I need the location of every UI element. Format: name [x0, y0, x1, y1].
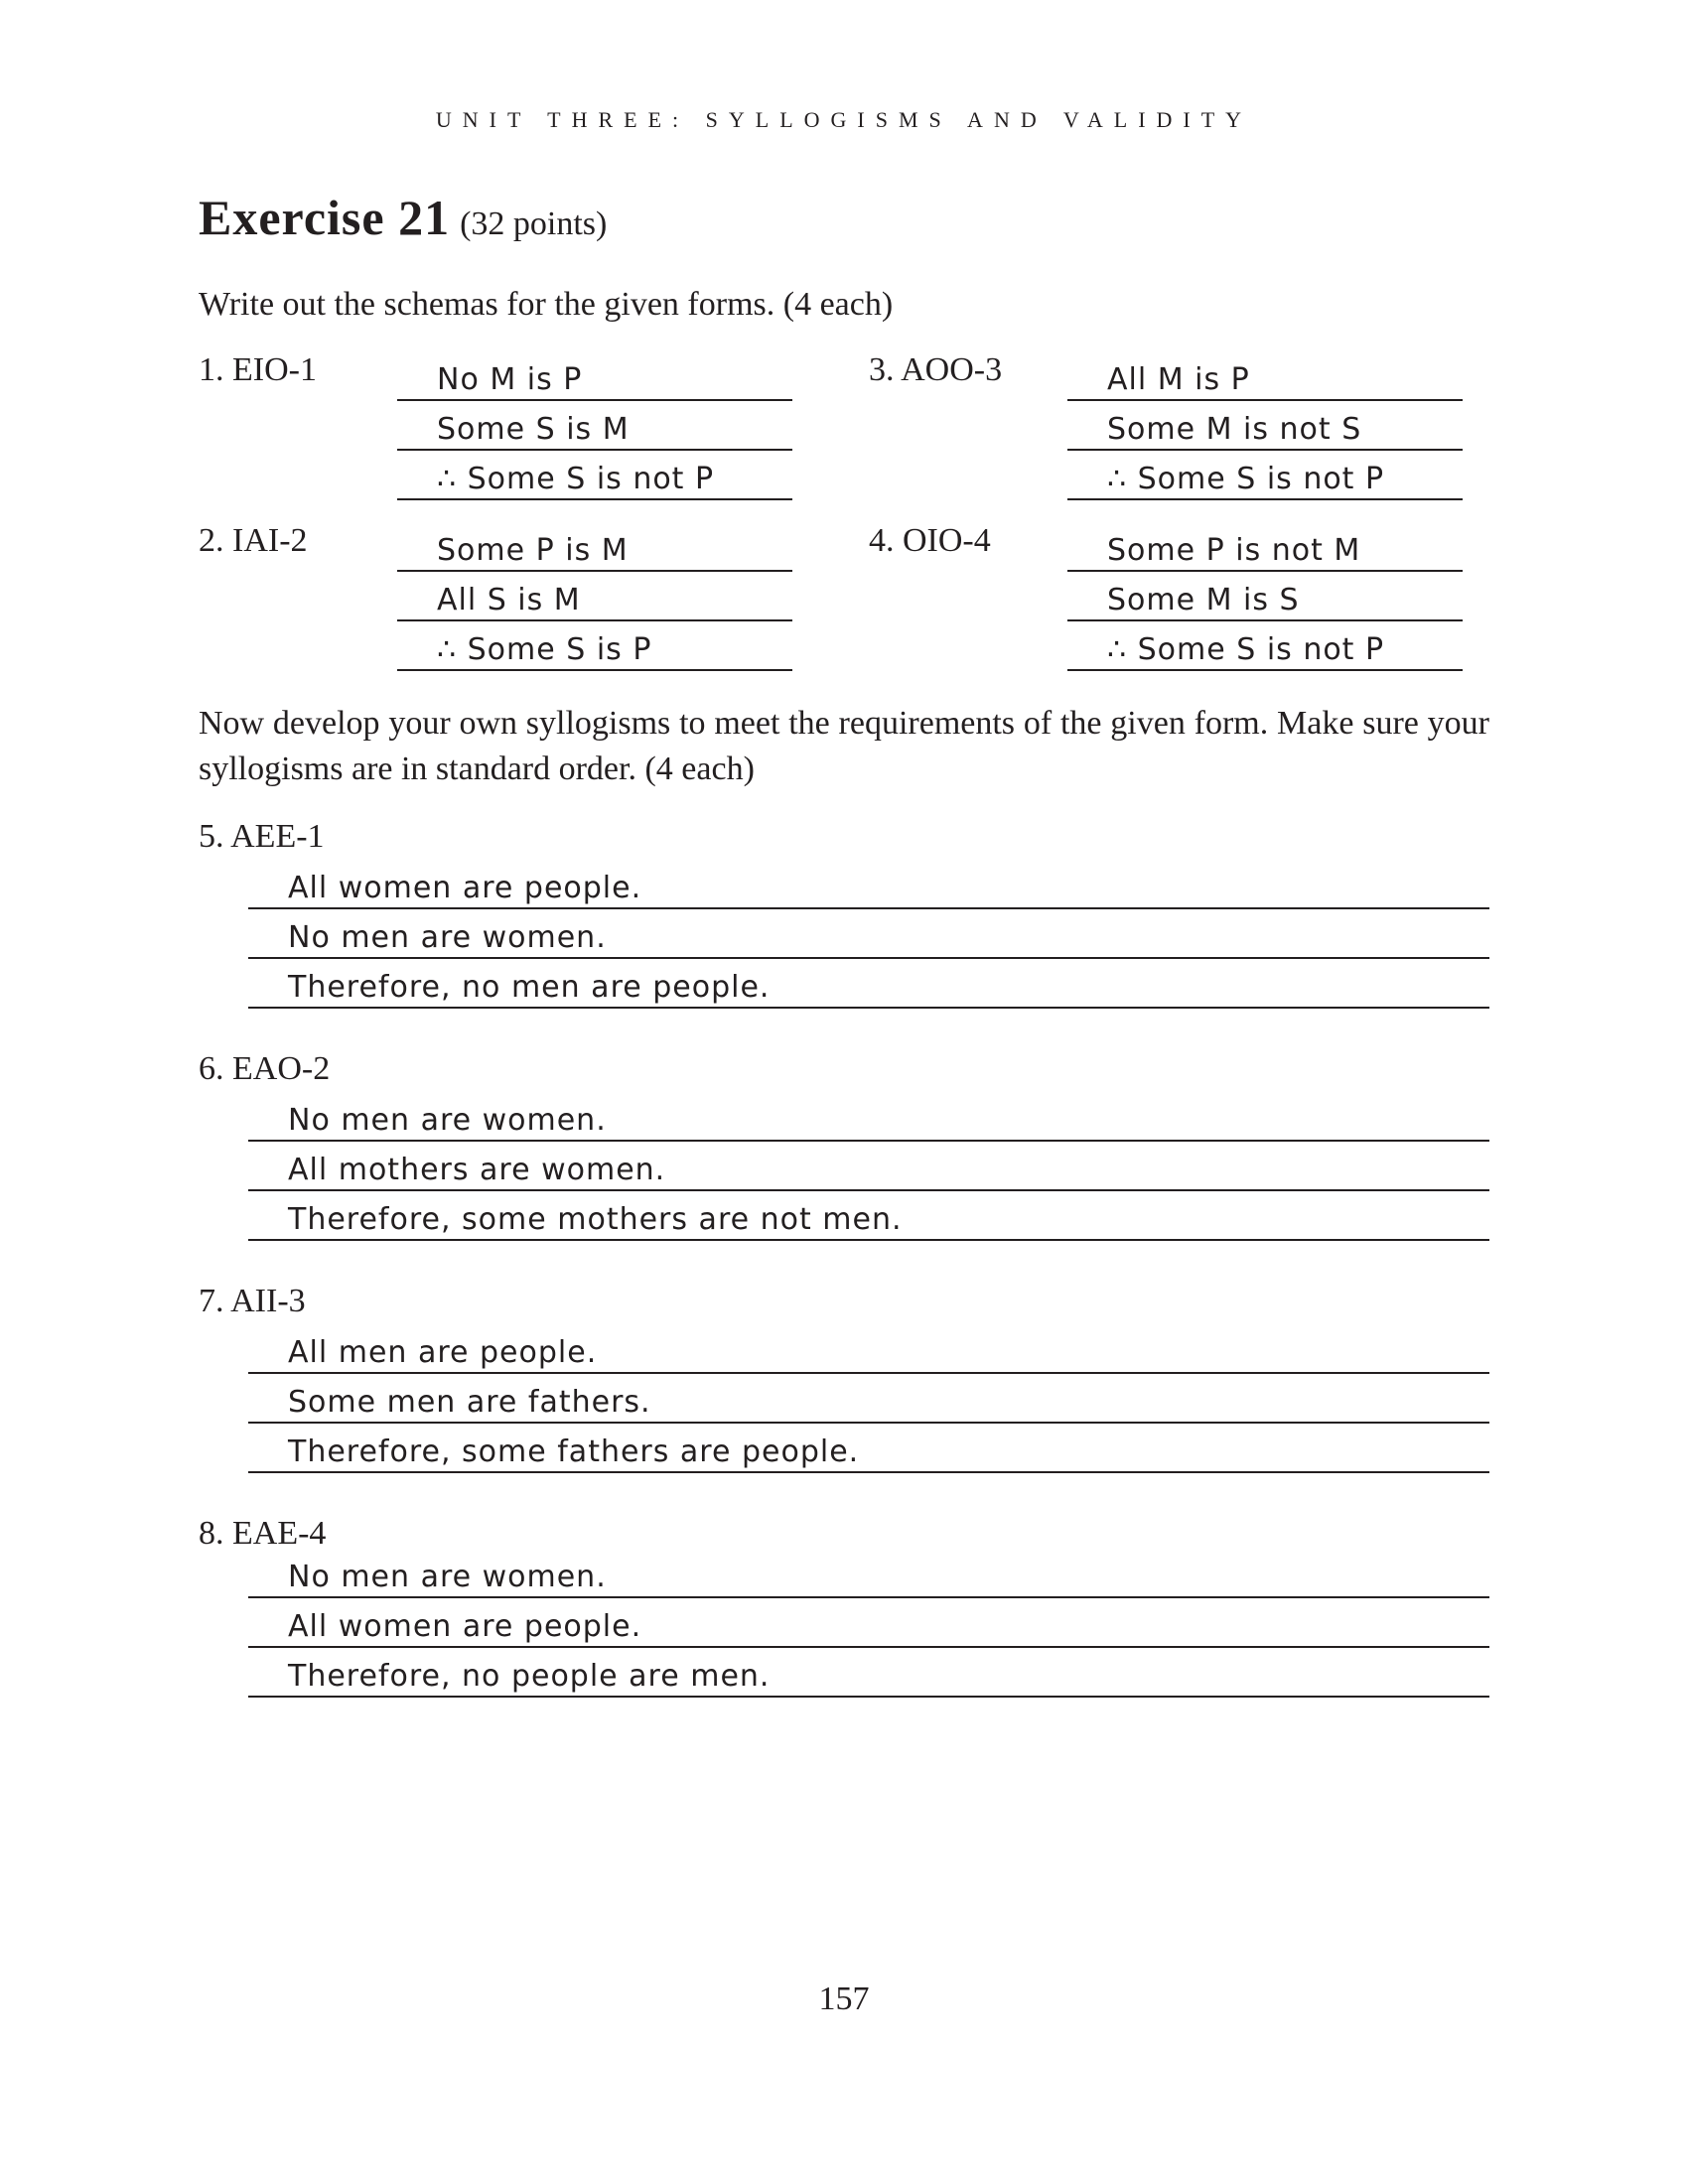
answer-line — [248, 1648, 1489, 1698]
syllogism-item-7 — [199, 1283, 1489, 1473]
answer-text: Therefore, some fathers are people. — [288, 1434, 860, 1469]
answer-text: Some men are fathers. — [288, 1385, 651, 1420]
answer-lines — [248, 1092, 1489, 1241]
answer-lines — [248, 860, 1489, 1009]
syllogism-label: 7. AII-3 — [199, 1283, 306, 1319]
schema-item-2 — [199, 522, 894, 681]
answer-line — [397, 401, 792, 451]
answer-line — [397, 572, 792, 621]
part1-instruction: Write out the schemas for the given forms. (4 each) — [199, 286, 894, 323]
answer-text: All S is M — [437, 583, 581, 617]
syllogism-item-5 — [199, 818, 1489, 1009]
answer-lines — [1067, 351, 1463, 500]
answer-text: All M is P — [1107, 362, 1250, 397]
answer-line — [397, 522, 792, 572]
answer-text: All men are people. — [288, 1335, 598, 1370]
answer-text: Therefore, no men are people. — [288, 970, 771, 1005]
schema-label: 1. EIO-1 — [199, 351, 317, 388]
answer-lines — [248, 1324, 1489, 1473]
answer-line — [1067, 621, 1463, 671]
answer-line — [248, 909, 1489, 959]
answer-line — [1067, 572, 1463, 621]
answer-line — [248, 1324, 1489, 1374]
answer-lines — [248, 1549, 1489, 1698]
syllogism-label: 5. AEE-1 — [199, 818, 325, 855]
answer-text: ∴ Some S is P — [437, 632, 652, 667]
exercise-name: Exercise 21 — [199, 190, 451, 245]
answer-line — [248, 1092, 1489, 1142]
answer-text: No men are women. — [288, 1560, 607, 1594]
answer-line — [248, 1374, 1489, 1424]
answer-line — [248, 860, 1489, 909]
answer-text: ∴ Some S is not P — [437, 462, 715, 496]
answer-text: Some M is S — [1107, 583, 1300, 617]
syllogism-item-6 — [199, 1050, 1489, 1241]
syllogism-label: 6. EAO-2 — [199, 1050, 331, 1087]
schema-label: 4. OIO-4 — [869, 522, 991, 559]
answer-line — [248, 1598, 1489, 1648]
answer-line — [1067, 401, 1463, 451]
answer-line — [397, 621, 792, 671]
syllogism-item-8 — [199, 1515, 1489, 1698]
answer-line — [397, 351, 792, 401]
answer-text: Therefore, some mothers are not men. — [288, 1202, 903, 1237]
answer-text: Some P is M — [437, 533, 629, 568]
exercise-title — [199, 189, 607, 246]
answer-text: ∴ Some S is not P — [1107, 462, 1385, 496]
answer-line — [1067, 522, 1463, 572]
answer-line — [248, 959, 1489, 1009]
syllogism-label: 8. EAE-4 — [199, 1515, 327, 1552]
exercise-points: (32 points) — [460, 205, 608, 242]
answer-line — [1067, 351, 1463, 401]
answer-text: Some S is M — [437, 412, 630, 447]
answer-line — [397, 451, 792, 500]
schema-item-1 — [199, 351, 894, 510]
running-head: UNIT THREE: SYLLOGISMS AND VALIDITY — [435, 107, 1253, 132]
answer-line — [248, 1191, 1489, 1241]
schema-label: 2. IAI-2 — [199, 522, 308, 559]
answer-text: No M is P — [437, 362, 583, 397]
answer-text: All women are people. — [288, 1609, 642, 1644]
part2-instruction: Now develop your own syllogisms to meet the requirements of the given form. Make sure your syllogisms are in standard order. (4 each) — [199, 705, 1489, 787]
answer-lines — [397, 522, 792, 671]
answer-text: Therefore, no people are men. — [288, 1659, 771, 1694]
answer-lines — [1067, 522, 1463, 671]
answer-line — [248, 1142, 1489, 1191]
answer-lines — [397, 351, 792, 500]
answer-line — [248, 1424, 1489, 1473]
answer-text: Some P is not M — [1107, 533, 1361, 568]
answer-text: Some M is not S — [1107, 412, 1362, 447]
answer-text: No men are women. — [288, 1103, 607, 1138]
answer-line — [248, 1549, 1489, 1598]
answer-text: No men are women. — [288, 920, 607, 955]
answer-line — [1067, 451, 1463, 500]
schema-item-4 — [869, 522, 1564, 681]
schema-item-3 — [869, 351, 1564, 510]
answer-text: ∴ Some S is not P — [1107, 632, 1385, 667]
page-number: 157 — [818, 1980, 870, 2017]
answer-text: All women are people. — [288, 871, 642, 905]
answer-text: All mothers are women. — [288, 1153, 666, 1187]
schema-label: 3. AOO-3 — [869, 351, 1003, 388]
